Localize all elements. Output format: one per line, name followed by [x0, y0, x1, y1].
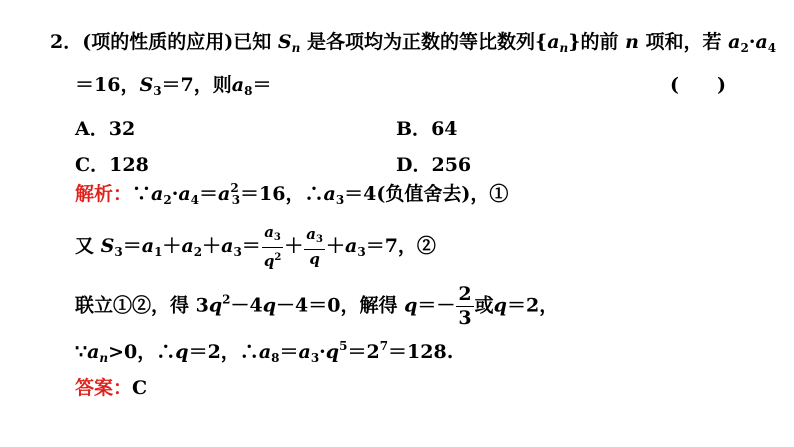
answer-line: [75, 379, 147, 398]
solution-text: ＝16，∴: [240, 183, 324, 205]
option-letter: C．: [75, 154, 110, 176]
solution-line-2: 又 $S_3=a_1+a_2+a_3=$ $\frac{a_3}{q^2}$ ＋ $\frac{a_3}{q}$ $+a_3=7$，②: [75, 223, 436, 270]
question-number: 2．: [50, 31, 83, 53]
solution-text: ＝2，∴: [188, 341, 259, 363]
question-text: ＝16，: [75, 74, 140, 96]
question-line-2: ＝16，$S_3=7$，则$a_8=$: [75, 74, 272, 98]
question-text: 项和，若: [645, 31, 722, 53]
question-topic: (项的性质的应用): [82, 31, 234, 53]
solution-text: >0，∴: [108, 341, 176, 363]
option-value: 64: [431, 118, 458, 140]
solution-text: ＝128.: [388, 341, 454, 363]
option-value: 32: [108, 118, 136, 140]
solution-text: ＝－: [417, 294, 456, 317]
option-letter: A．: [75, 118, 109, 140]
solution-text: ∵: [132, 183, 152, 205]
solution-text: ＝4(负值舍去)，①: [344, 183, 509, 205]
question-line-1: 2．(项的性质的应用)已知 $S_n$ 是各项均为正数的等比数列$\{a_n\}$的前 n 项和，若 $a_2\cdot a_4$: [50, 31, 777, 55]
option-letter: B．: [396, 118, 432, 140]
question-text: ＝7，则: [161, 74, 232, 96]
solution-line-4: $\because a_n>0$，∴q＝2，$\therefore a_8=a_3\cdot q^5=2^7=128$.: [75, 339, 454, 365]
solution-text: 又: [75, 235, 95, 257]
solution-text: 或: [474, 294, 494, 317]
answer-label: 答案：: [75, 377, 133, 399]
question-text: 已知: [233, 31, 272, 53]
solution-text: 联立①②，得 3: [75, 294, 209, 317]
solution-text: ＝2，: [506, 294, 559, 317]
solution-label: 解析：: [75, 183, 133, 205]
question-text: }的前: [568, 31, 619, 53]
solution-line-1: 解析：$\because a_2\cdot a_4=a^2_3=16$，$\therefore a_3=4$(负值舍去)，①: [75, 181, 509, 207]
solution-text: ＝7，②: [365, 235, 436, 257]
fraction-a3-over-q2: $\frac{a_3}{q^2}$: [263, 223, 282, 270]
fraction-a3-over-q: $\frac{a_3}{q}$: [306, 225, 323, 268]
option-d[interactable]: [396, 150, 471, 177]
solution-line-3: 联立①②，得 $3q^2-4q-4=0$，解得 q＝－ $\frac{2}{3}$ 或q＝2，: [75, 283, 559, 329]
option-value: 128: [109, 154, 149, 176]
solution-text: －4: [230, 294, 263, 317]
answer-bracket: ( ): [670, 74, 726, 96]
option-b[interactable]: [396, 114, 458, 141]
option-a[interactable]: [75, 114, 135, 141]
solution-text: ∵: [75, 341, 88, 363]
solution-text: －4＝0，解得: [276, 294, 398, 317]
fraction-two-thirds: $\frac{2}{3}$: [458, 283, 472, 329]
option-value: 256: [431, 154, 472, 176]
question-text: 是各项均为正数的等比数列{: [306, 31, 548, 53]
answer-value: C: [132, 377, 148, 399]
option-letter: D．: [396, 154, 432, 176]
question-text: ＝: [252, 74, 272, 96]
option-c[interactable]: [75, 150, 149, 177]
